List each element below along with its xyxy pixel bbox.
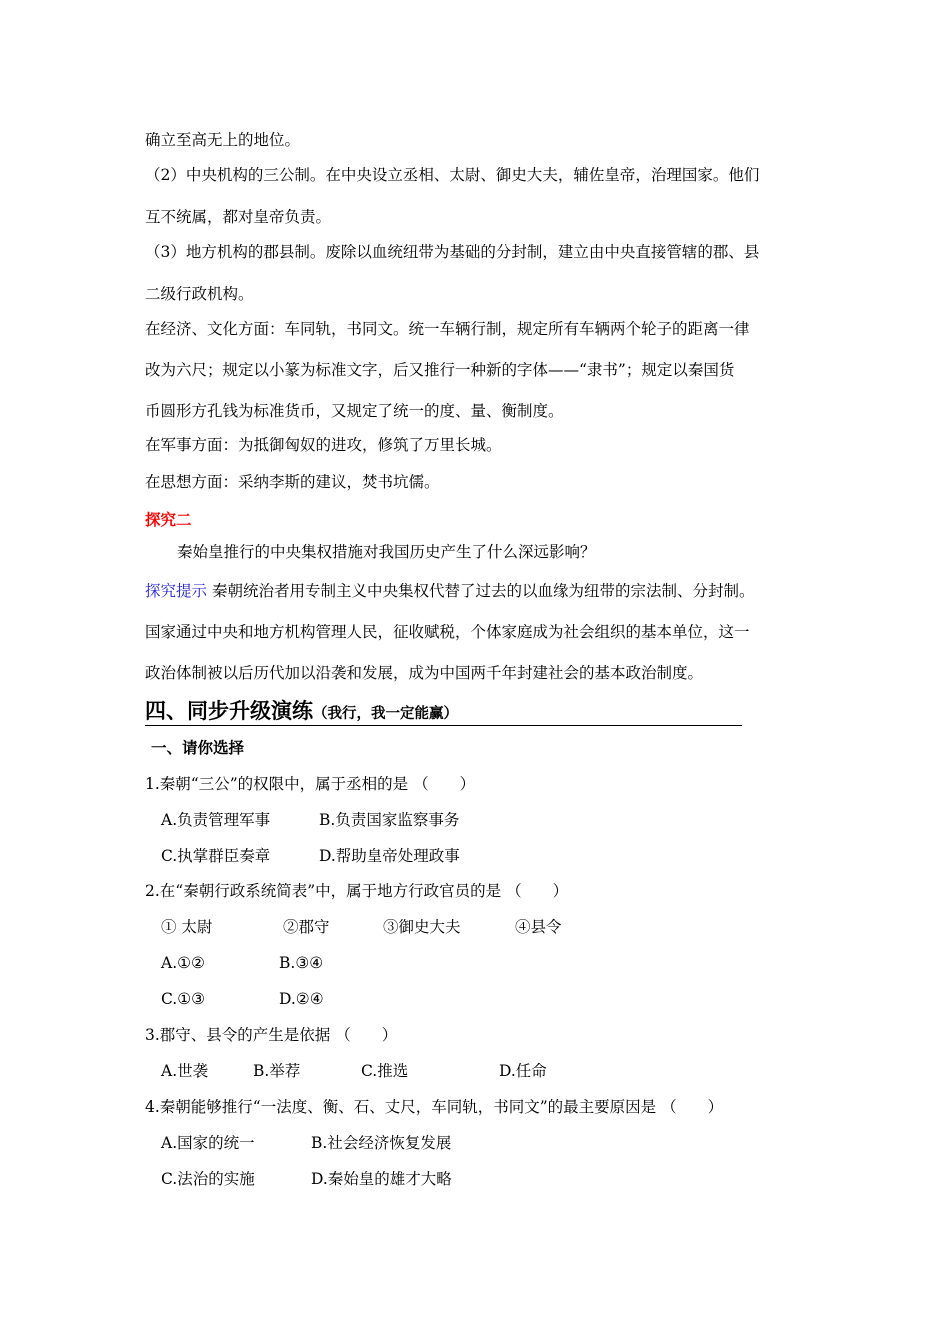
- section-title: 四、同步升级演练: [145, 699, 313, 723]
- paragraph-line: 在思想方面：采纳李斯的建议，焚书坑儒。: [145, 473, 440, 491]
- option-d: D.②④: [279, 990, 324, 1008]
- explore-hint-line: 政治体制被以后历代加以沿袭和发展，成为中国两千年封建社会的基本政治制度。: [145, 664, 704, 682]
- option-a: A.世袭: [161, 1062, 209, 1080]
- question-1: 1.秦朝“三公”的权限中，属于丞相的是 （ ）: [145, 775, 476, 793]
- section-subtitle: （我行，我一定能赢）: [313, 706, 458, 722]
- explore-hint-line: [145, 581, 754, 601]
- option-a: A.国家的统一: [161, 1134, 255, 1152]
- item-2: ②郡守: [283, 918, 330, 936]
- option-b: B.举荐: [253, 1062, 301, 1080]
- paragraph-line: 在军事方面：为抵御匈奴的进攻，修筑了万里长城。: [145, 436, 502, 454]
- paragraph-line: 改为六尺；规定以小篆为标准文字，后又推行一种新的字体——“隶书”；规定以秦国货: [145, 361, 735, 379]
- option-a: A.负责管理军事: [161, 811, 271, 829]
- hint-label: 探究提示: [145, 582, 208, 600]
- hint-text: 秦朝统治者用专制主义中央集权代替了过去的以血缘为纽带的宗法制、分封制。: [211, 582, 755, 600]
- option-c: C.①③: [161, 990, 206, 1008]
- question-2: 2.在“秦朝行政系统简表”中，属于地方行政官员的是 （ ）: [145, 882, 569, 900]
- section-heading: [145, 695, 742, 726]
- part-heading: 一、请你选择: [151, 739, 245, 757]
- paragraph-line: （3）地方机构的郡县制。废除以血统纽带为基础的分封制，建立由中央直接管辖的郡、县: [145, 243, 760, 261]
- option-b: B.社会经济恢复发展: [311, 1134, 452, 1152]
- paragraph-line: 币圆形方孔钱为标准货币，又规定了统一的度、量、衡制度。: [145, 402, 564, 420]
- paragraph-line: 二级行政机构。: [145, 285, 254, 303]
- option-d: D.任命: [499, 1062, 547, 1080]
- option-c: C.推选: [361, 1062, 409, 1080]
- explore-question: 秦始皇推行的中央集权措施对我国历史产生了什么深远影响？: [177, 543, 596, 561]
- paragraph-line: （2）中央机构的三公制。在中央设立丞相、太尉、御史大夫，辅佐皇帝，治理国家。他们: [145, 166, 760, 184]
- item-4: ④县令: [515, 918, 562, 936]
- option-b: B.负责国家监察事务: [319, 811, 460, 829]
- question-3: 3.郡守、县令的产生是依据 （ ）: [145, 1026, 398, 1044]
- option-c: C.法治的实施: [161, 1170, 255, 1188]
- option-b: B.③④: [279, 954, 324, 972]
- item-3: ③御史大夫: [383, 918, 461, 936]
- question-4: 4.秦朝能够推行“一法度、衡、石、丈尺，车同轨，书同文”的最主要原因是 （ ）: [145, 1098, 724, 1116]
- paragraph-line: 在经济、文化方面：车同轨，书同文。统一车辆行制，规定所有车辆两个轮子的距离一律: [145, 320, 750, 338]
- option-d: D.秦始皇的雄才大略: [311, 1170, 452, 1188]
- item-1: ① 太尉: [161, 918, 213, 936]
- option-a: A.①②: [161, 954, 205, 972]
- option-c: C.执掌群臣奏章: [161, 847, 271, 865]
- option-d: D.帮助皇帝处理政事: [319, 847, 460, 865]
- paragraph-line: 互不统属，都对皇帝负责。: [145, 208, 332, 226]
- explore-hint-line: 国家通过中央和地方机构管理人民，征收赋税，个体家庭成为社会组织的基本单位，这一: [145, 623, 750, 641]
- explore-title: 探究二: [145, 511, 192, 529]
- paragraph-line: 确立至高无上的地位。: [145, 131, 301, 149]
